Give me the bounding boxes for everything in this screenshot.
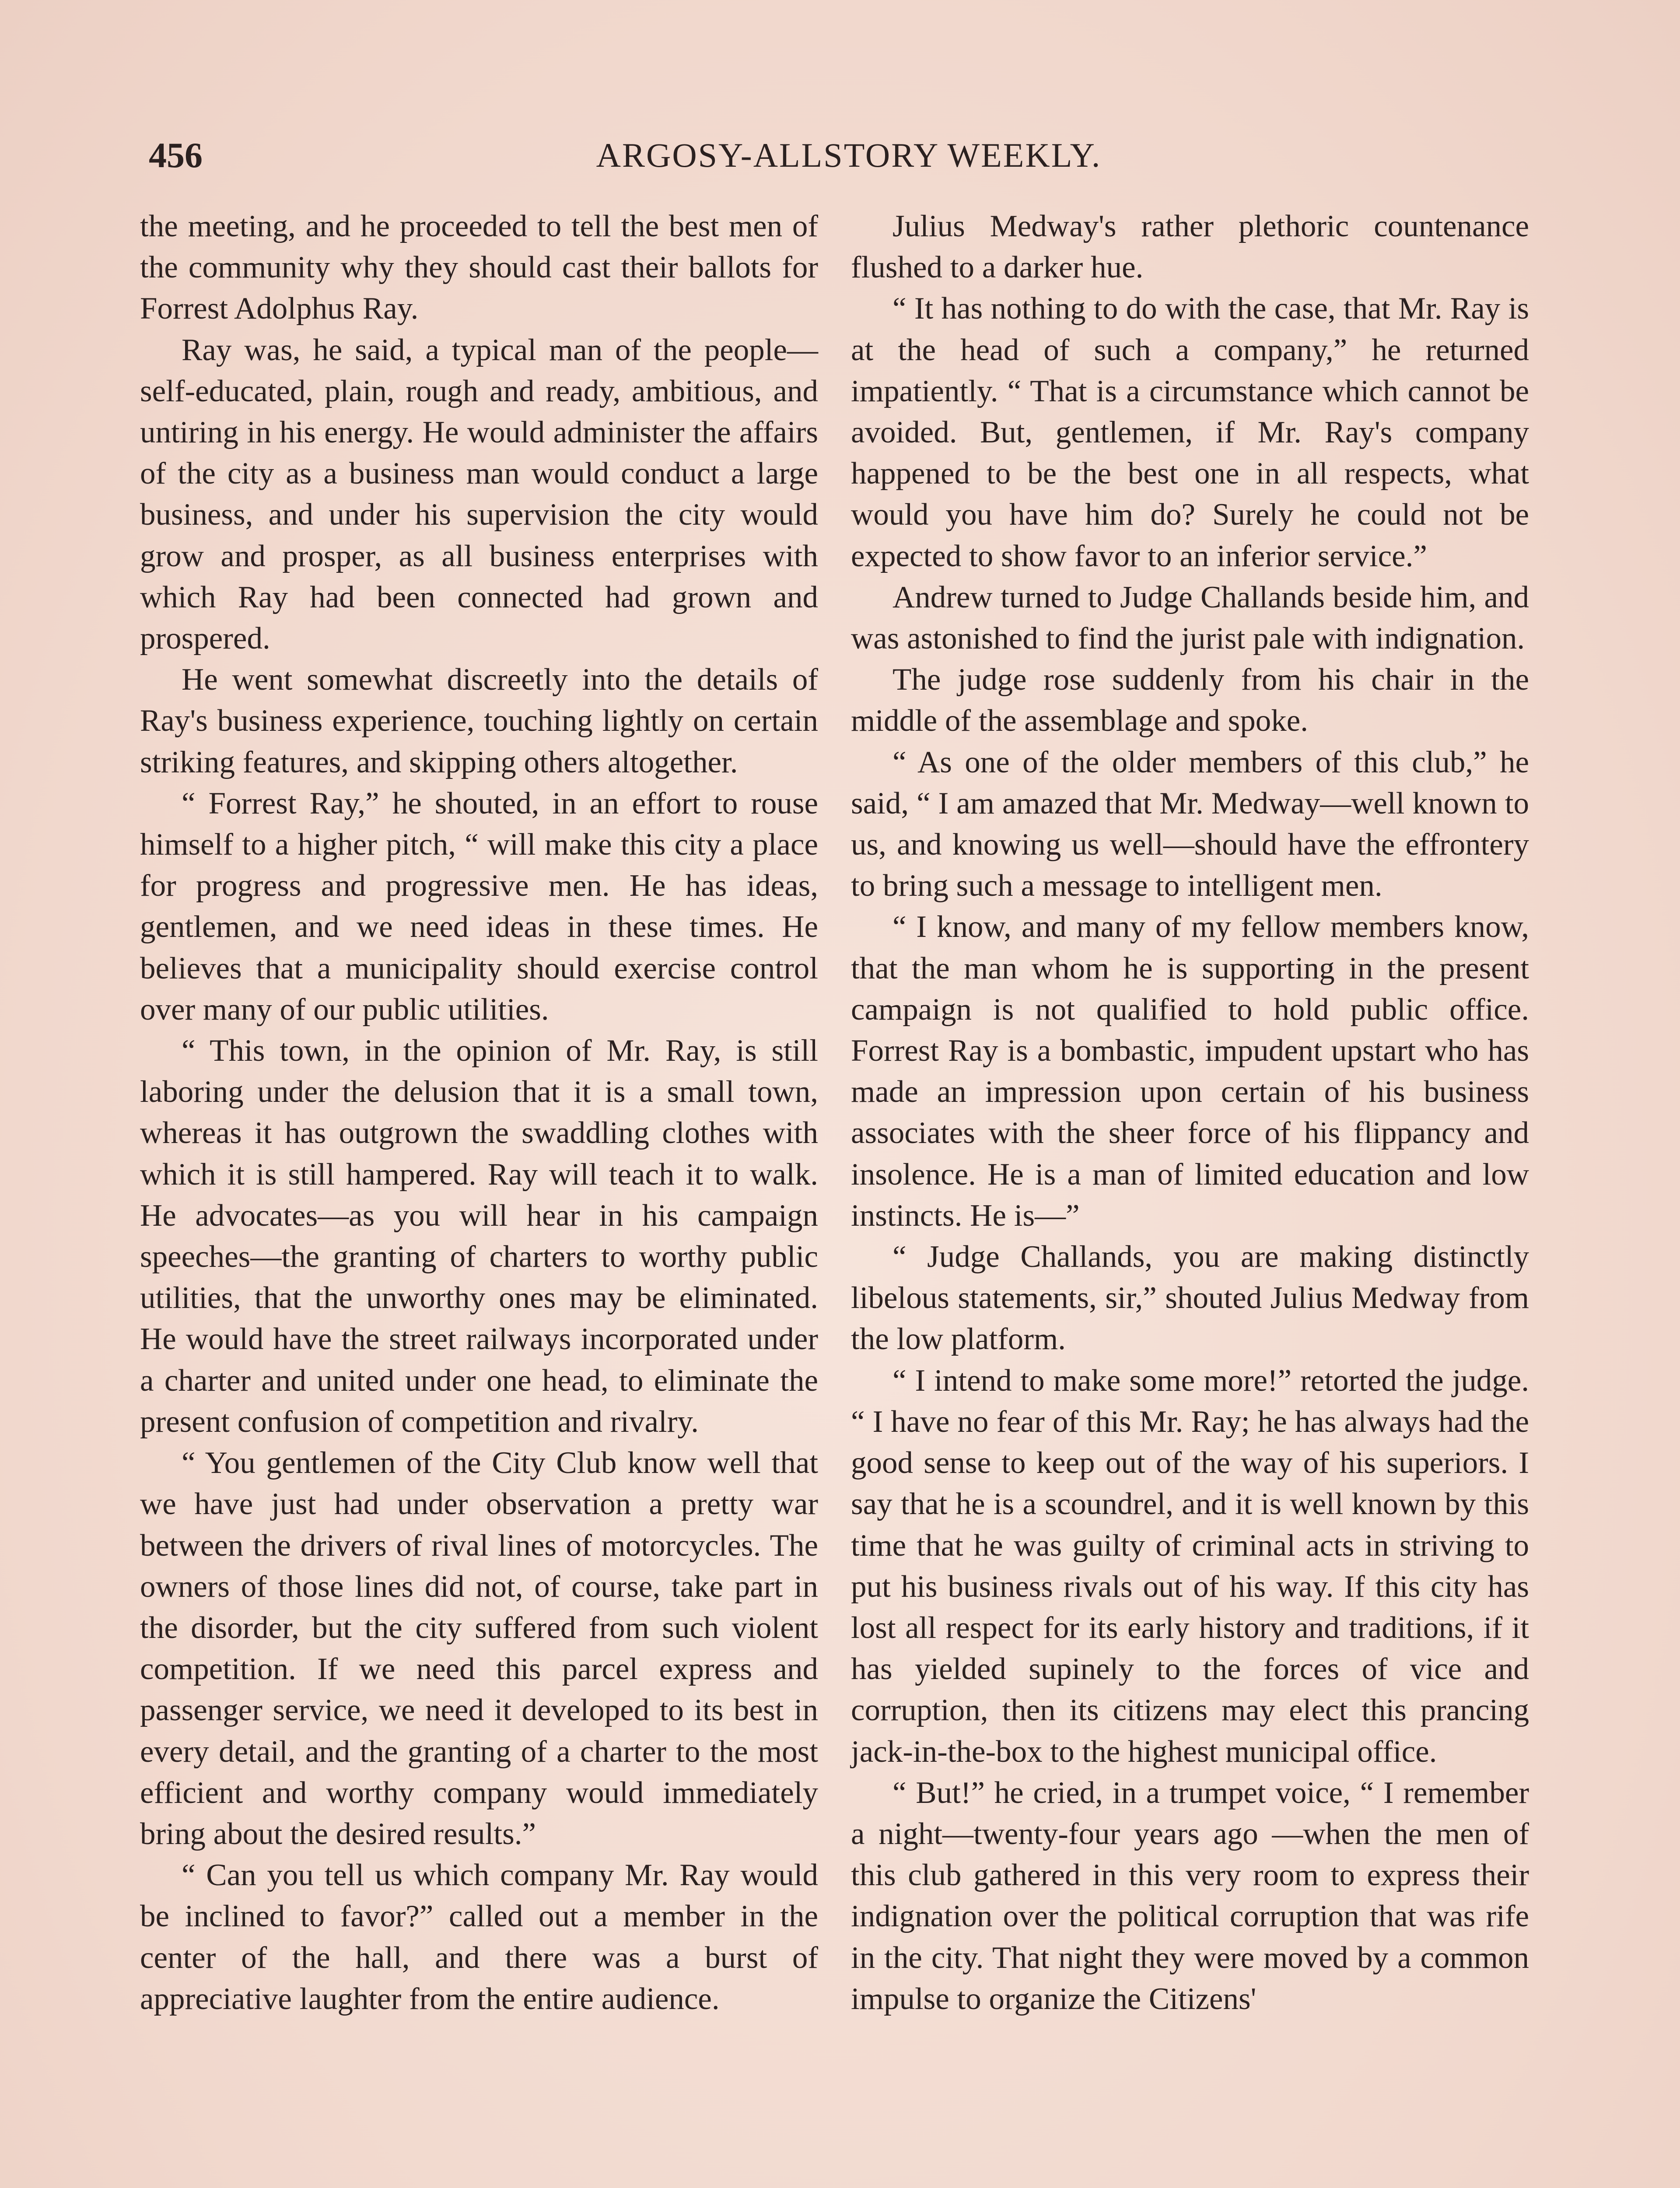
paragraph: “ You gentlemen of the City Club know well that we have just had under observation a pretty war between the drivers of rival lines of motorcycles. The owners of those lines did not, of course, take part in the disorder, but the city suffered from such violent competition. If we need this parcel express and passenger service, we need it developed to its best in every detail, and the granting of a charter to the most efficient and worthy company would immediately bring about the desired results.” bbox=[140, 1446, 818, 1851]
running-title: ARGOSY-ALLSTORY WEEKLY. bbox=[596, 136, 1102, 174]
paragraph: He went somewhat discreetly into the details of Ray's business experience, touching lightly on certain striking features, and skipping others altogether. bbox=[140, 663, 818, 779]
paragraph: “ I intend to make some more!” retorted the judge. “ I have no fear of this Mr. Ray; he has always had the good sense to keep out of the way of his superiors. I say that he is a scoundrel, and it is well known by this time that he was guilty of criminal acts in striving to put his business rivals out of his way. If this city has lost all respect for its early history and traditions, if it has yielded supinely to the forces of vice and corruption, then its citizens may elect this prancing jack-in-the-box to the highest municipal office. bbox=[851, 1363, 1529, 1769]
paragraph: “ It has nothing to do with the case, that Mr. Ray is at the head of such a company,” he returned impatiently. “ That is a circumstance which cannot be avoided. But, gentlemen, if Mr. Ray's company happened to be the best one in all respects, what would you have him do? Surely he could not be expected to show favor to an inferior service.” bbox=[851, 291, 1529, 573]
right-column bbox=[851, 206, 1529, 2020]
paragraph: Ray was, he said, a typical man of the people—self-educated, plain, rough and ready, ambitious, and untiring in his energy. He would administer the affairs of the city as a business man would conduct a large business, and under his supervision the city would grow and prosper, as all business enterprises with which Ray had been connected had grown and prospered. bbox=[140, 333, 818, 656]
paragraph: the meeting, and he proceeded to tell the best men of the community why they should cast their ballots for Forrest Adolphus Ray. bbox=[140, 209, 818, 326]
paragraph: “ I know, and many of my fellow members know, that the man whom he is supporting in the present campaign is not qualified to hold public office. Forrest Ray is a bombastic, impudent upstart who has made an impression upon certain of his business associates with the sheer force of his flippancy and insolence. He is a man of limited education and low instincts. He is—” bbox=[851, 910, 1529, 1233]
paragraph: “ Can you tell us which company Mr. Ray would be inclined to favor?” called out a member in the center of the hall, and there was a burst of appreciative laughter from the entire audience. bbox=[140, 1858, 818, 2016]
paragraph: Julius Medway's rather plethoric countenance flushed to a darker hue. bbox=[851, 209, 1529, 285]
page-number: 456 bbox=[149, 135, 203, 175]
left-column bbox=[140, 206, 818, 2020]
paragraph: “ This town, in the opinion of Mr. Ray, is still laboring under the delusion that it is a small town, whereas it has outgrown the swaddling clothes with which it is still hampered. Ray will teach it to walk. He advocates—as you will hear in his campaign speeches—the granting of charters to worthy public utilities, that the unworthy ones may be eliminated. He would have the street railways incorporated under a charter and united under one head, to eliminate the present confusion of competition and rivalry. bbox=[140, 1034, 818, 1439]
paragraph: “ But!” he cried, in a trumpet voice, “ I remember a night—twenty-four years ago —when the men of this club gathered in this very room to express their indignation over the political corruption that was rife in the city. That night they were moved by a common impulse to organize the Citizens' bbox=[851, 1775, 1529, 2016]
paragraph: The judge rose suddenly from his chair in the middle of the assemblage and spoke. bbox=[851, 663, 1529, 738]
paragraph: “ Judge Challands, you are making distinctly libelous statements, sir,” shouted Julius Medway from the low platform. bbox=[851, 1240, 1529, 1357]
paragraph: “ As one of the older members of this club,” he said, “ I am amazed that Mr. Medway—well known to us, and knowing us well—should have the effrontery to bring such a message to intelligent men. bbox=[851, 745, 1529, 903]
paragraph: “ Forrest Ray,” he shouted, in an effort to rouse himself to a higher pitch, “ will make this city a place for progress and progressive men. He has ideas, gentlemen, and we need ideas in these times. He believes that a municipality should exercise control over many of our public utilities. bbox=[140, 786, 818, 1027]
page-header bbox=[149, 127, 1549, 184]
paragraph: Andrew turned to Judge Challands beside him, and was astonished to find the jurist pale with indignation. bbox=[851, 580, 1529, 656]
